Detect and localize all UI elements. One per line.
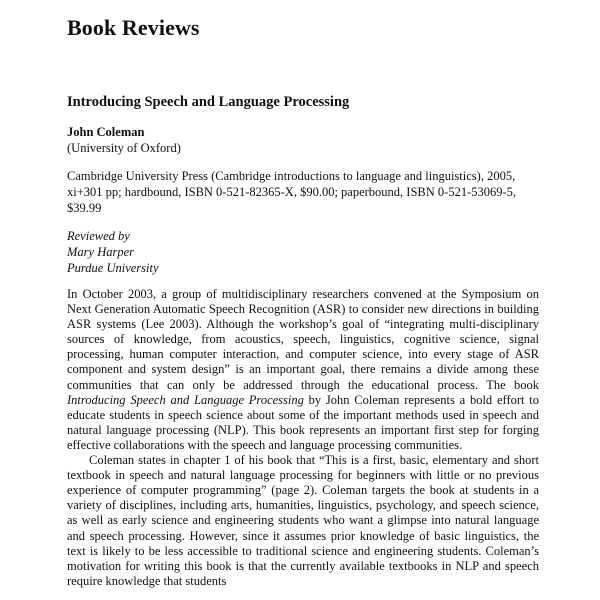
author-name: John Coleman <box>67 125 145 139</box>
section-title: Book Reviews <box>67 15 200 40</box>
review-body <box>67 287 539 589</box>
reviewed-by-label: Reviewed by <box>67 229 130 243</box>
body-paragraph-2: Coleman states in chapter 1 of his book that “This is a first, basic, elementary and short textbook in speech and natural language processing for beginners with little or no previous experience of computer programming” (page 2). Coleman targets the book at students in a variety of disciplines, including arts, humanities, linguistics, psychology, and speech science, as well as early science and engineering students who want a glimpse into natural language and speech processing. However, since it assumes prior knowledge of basic linguistics, the text is likely to be less accessible to traditional science and engineering students. Coleman’s motivation for writing this book is that the currently available textbooks in NLP and speech require knowledge that students <box>67 453 539 588</box>
body-paragraph-1 <box>67 287 539 453</box>
reviewer-name: Mary Harper <box>67 245 135 259</box>
reviewer-affiliation: Purdue University <box>67 261 159 275</box>
author-affiliation: (University of Oxford) <box>67 141 181 155</box>
review-title: Introducing Speech and Language Processing <box>67 94 350 110</box>
author-block <box>67 124 181 156</box>
publication-details: Cambridge University Press (Cambridge introductions to language and linguistics), 2005, xi+301 pp; hardbound, ISBN 0-521-82365-X, $90.00; paperbound, ISBN 0-521-53069-5, $39.99 <box>67 169 517 215</box>
reviewer-block <box>67 228 159 276</box>
book-title-inline: Introducing Speech and Language Processing <box>67 392 304 407</box>
body-paragraph-1-part-b: by John Coleman represents a bold effort to educate students in speech science about some of the important methods used in speech and natural language processing (NLP). This book represents an important first step for forging effective collaborations with the speech and language processing communities. <box>67 392 539 452</box>
body-paragraph-1-part-a: In October 2003, a group of multidisciplinary researchers convened at the Symposium on Next Generation Automatic Speech Recognition (ASR) to consider new directions in building ASR systems (Lee 2003). Although the workshop’s goal of “integrating multi-disciplinary sources of knowledge, from acoustics, speech, linguistics, cognitive science, signal processing, human computer interaction, and computer science, into every stage of ASR component and system design” is an important goal, there remains a divide among these communities that can only be addressed through the educational process. The book <box>67 287 539 392</box>
